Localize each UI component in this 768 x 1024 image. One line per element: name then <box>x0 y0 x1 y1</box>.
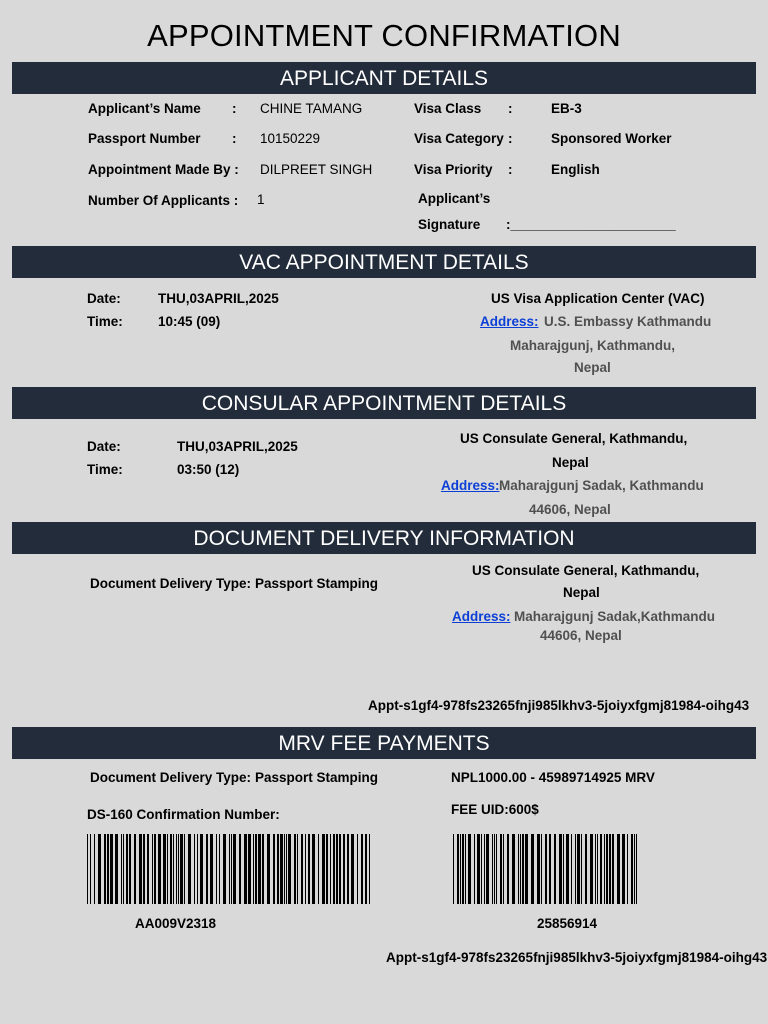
mrv-delivery-type-label: Document Delivery Type: <box>90 770 252 785</box>
vac-section-header: VAC APPOINTMENT DETAILS <box>12 246 756 278</box>
consular-office-line1: US Consulate General, Kathmandu, <box>460 431 688 446</box>
barcode-bar <box>170 834 172 904</box>
barcode-bar <box>305 834 306 904</box>
vac-date-label: Date: <box>87 291 121 306</box>
barcode-bar <box>563 834 564 904</box>
barcode-bar <box>322 834 325 904</box>
barcode-bar <box>595 834 596 904</box>
visa-category-value: Sponsored Worker <box>551 131 672 146</box>
barcode-bar <box>494 834 495 904</box>
delivery-address-line1: Maharajgunj Sadak,Kathmandu <box>514 609 716 624</box>
signature-line: :______________________ <box>506 217 676 232</box>
appointment-made-by-label: Appointment Made By : <box>88 162 239 177</box>
barcode-bar <box>636 834 637 904</box>
vac-address-line1: U.S. Embassy Kathmandu <box>544 314 712 329</box>
barcode-bar <box>90 834 91 904</box>
barcode-bar <box>492 834 493 904</box>
delivery-office-line1: US Consulate General, Kathmandu, <box>472 563 700 578</box>
barcode-bar <box>609 834 611 904</box>
visa-class-label: Visa Class <box>414 101 482 116</box>
visa-priority-value: English <box>551 162 600 177</box>
barcode-bar <box>581 834 582 904</box>
barcode-bar <box>549 834 551 904</box>
barcode-bar <box>512 834 515 904</box>
barcode-bar <box>154 834 156 904</box>
barcode-bar <box>286 834 287 904</box>
delivery-office-line2: Nepal <box>563 585 600 600</box>
barcode-bar <box>233 834 236 904</box>
barcode-bar <box>627 834 628 904</box>
colon: : <box>508 162 513 177</box>
barcode-bar <box>104 834 106 904</box>
delivery-address-line2: 44606, Nepal <box>540 628 622 643</box>
barcode-bar <box>468 834 471 904</box>
barcode-bar <box>134 834 136 904</box>
barcode-bar <box>184 834 185 904</box>
mrv-fee-value: NPL1000.00 - 45989714925 MRV <box>451 770 655 785</box>
vac-time-label: Time: <box>87 314 123 329</box>
consular-address-line1: Maharajgunj Sadak, Kathmandu <box>499 478 704 493</box>
barcode-bar <box>622 834 625 904</box>
barcode-bar <box>216 834 217 904</box>
barcode-bar <box>330 834 331 904</box>
consular-time-value: 03:50 (12) <box>177 462 240 477</box>
barcode-bar <box>507 834 509 904</box>
barcode-bar <box>571 834 572 904</box>
consular-office-line2: Nepal <box>552 455 589 470</box>
barcode-bar <box>590 834 593 904</box>
barcode-bar <box>336 834 338 904</box>
vac-address-line3: Nepal <box>574 360 611 375</box>
colon: : <box>232 101 237 116</box>
barcode-bar <box>258 834 261 904</box>
barcode-bar <box>297 834 298 904</box>
barcode-bar <box>361 834 363 904</box>
consular-address-link[interactable]: Address: <box>441 478 500 493</box>
ds160-barcode-text: AA009V2318 <box>135 916 217 931</box>
barcode-bar <box>457 834 459 904</box>
barcode-bar <box>612 834 614 904</box>
barcode-bar <box>280 834 283 904</box>
barcode-bar <box>158 834 161 904</box>
barcode-bar <box>229 834 230 904</box>
vac-address-link[interactable]: Address: <box>480 314 539 329</box>
barcode-bar <box>180 834 183 904</box>
mrv-fee-uid: FEE UID:600$ <box>451 802 539 817</box>
vac-time-value: 10:45 (09) <box>158 314 221 329</box>
delivery-type-label: Document Delivery Type: <box>90 576 252 591</box>
barcode-bar <box>365 834 367 904</box>
barcode-bar <box>107 834 109 904</box>
barcode-bar <box>339 834 341 904</box>
visa-category-label: Visa Category <box>414 131 504 146</box>
barcode-bar <box>486 834 489 904</box>
barcode-bar <box>474 834 475 904</box>
barcode-bar <box>110 834 113 904</box>
barcode-bar <box>152 834 153 904</box>
barcode-bar <box>500 834 502 904</box>
fee-barcode-text: 25856914 <box>537 916 598 931</box>
barcode-bar <box>460 834 461 904</box>
vac-address-line2: Maharajgunj, Kathmandu, <box>510 338 676 353</box>
barcode-bar <box>604 834 605 904</box>
barcode-bar <box>600 834 602 904</box>
barcode-bar <box>477 834 480 904</box>
barcode-bar <box>347 834 349 904</box>
barcode-bar <box>525 834 528 904</box>
barcode-bar <box>333 834 335 904</box>
barcode-bar <box>453 834 454 904</box>
barcode-bar <box>244 834 247 904</box>
barcode-bar <box>357 834 358 904</box>
barcode-bar <box>267 834 270 904</box>
applicant-section-header: APPLICANT DETAILS <box>12 62 756 94</box>
barcode-bar <box>143 834 145 904</box>
barcode-bar <box>545 834 547 904</box>
barcode-bar <box>173 834 174 904</box>
barcode-bar <box>343 834 345 904</box>
barcode-bar <box>518 834 519 904</box>
passport-number-label: Passport Number <box>88 131 201 146</box>
barcode-bar <box>147 834 149 904</box>
barcode-bar <box>121 834 122 904</box>
barcode-bar <box>139 834 142 904</box>
colon: : <box>508 101 513 116</box>
barcode-bar <box>559 834 562 904</box>
appointment-made-by-value: DILPREET SINGH <box>260 162 373 177</box>
barcode-bar <box>277 834 279 904</box>
consular-address-line2: 44606, Nepal <box>529 502 611 517</box>
colon: : <box>508 131 513 146</box>
barcode-bar <box>248 834 251 904</box>
barcode-bar <box>210 834 213 904</box>
barcode-bar <box>597 834 598 904</box>
delivery-section-header: DOCUMENT DELIVERY INFORMATION <box>12 522 756 554</box>
barcode-bar <box>575 834 576 904</box>
colon: : <box>232 131 237 146</box>
barcode-bar <box>200 834 203 904</box>
barcode-bar <box>188 834 191 904</box>
barcode-bar <box>94 834 95 904</box>
visa-priority-label: Visa Priority <box>414 162 493 177</box>
barcode-bar <box>219 834 220 904</box>
barcode-bar <box>294 834 296 904</box>
number-of-applicants-label: Number Of Applicants : <box>88 193 239 208</box>
barcode-bar <box>496 834 497 904</box>
barcode-bar <box>634 834 635 904</box>
barcode-bar <box>87 834 88 904</box>
barcode-bar <box>606 834 608 904</box>
ds160-label: DS-160 Confirmation Number: <box>87 807 280 822</box>
barcode-bar <box>308 834 310 904</box>
barcode-bar <box>115 834 118 904</box>
barcode-bar <box>255 834 257 904</box>
barcode-bar <box>273 834 275 904</box>
signature-label-line2: Signature <box>418 217 481 232</box>
barcode-bar <box>176 834 177 904</box>
barcode-bar <box>223 834 226 904</box>
number-of-applicants-value: 1 <box>257 192 265 207</box>
barcode-bar <box>167 834 168 904</box>
barcode-bar <box>503 834 504 904</box>
barcode-bar <box>206 834 208 904</box>
barcode-bar <box>369 834 370 904</box>
barcode-bar <box>178 834 179 904</box>
barcode-bar <box>585 834 587 904</box>
barcode-bar <box>522 834 524 904</box>
barcode-bar <box>262 834 264 904</box>
consular-time-label: Time: <box>87 462 123 477</box>
ds160-barcode <box>87 834 371 904</box>
fee-barcode <box>453 834 637 904</box>
barcode-bar <box>284 834 285 904</box>
barcode-bar <box>520 834 521 904</box>
mrv-section-header: MRV FEE PAYMENTS <box>12 727 756 759</box>
mrv-delivery-type-value: Passport Stamping <box>255 770 379 785</box>
consular-section-header: CONSULAR APPOINTMENT DETAILS <box>12 387 756 419</box>
consular-date-label: Date: <box>87 439 121 454</box>
barcode-bar <box>462 834 464 904</box>
barcode-bar <box>231 834 232 904</box>
barcode-bar <box>481 834 482 904</box>
barcode-bar <box>126 834 128 904</box>
visa-class-value: EB-3 <box>551 101 582 116</box>
signature-label: Applicant’s <box>418 191 491 206</box>
vac-center-name: US Visa Application Center (VAC) <box>491 291 705 306</box>
barcode-bar <box>465 834 466 904</box>
barcode-bar <box>326 834 328 904</box>
barcode-bar <box>253 834 254 904</box>
barcode-bar <box>312 834 315 904</box>
barcode-bar <box>577 834 580 904</box>
barcode-bar <box>537 834 540 904</box>
mrv-reference: Appt-s1gf4-978fs23265fnji985lkhv3-5joiyxfgmj81984-oihg43 <box>386 950 768 965</box>
page-title: APPOINTMENT CONFIRMATION <box>147 18 621 53</box>
delivery-reference: Appt-s1gf4-978fs23265fnji985lkhv3-5joiyxfgmj81984-oihg43 <box>368 698 750 713</box>
barcode-bar <box>554 834 556 904</box>
consular-date-value: THU,03APRIL,2025 <box>177 439 298 454</box>
passport-number-value: 10150229 <box>260 131 321 146</box>
applicant-name-value: CHINE TAMANG <box>260 101 363 116</box>
barcode-bar <box>98 834 101 904</box>
delivery-address-link[interactable]: Address: <box>452 609 511 624</box>
barcode-bar <box>566 834 569 904</box>
barcode-bar <box>318 834 319 904</box>
barcode-bar <box>351 834 354 904</box>
barcode-bar <box>531 834 534 904</box>
barcode-bar <box>194 834 195 904</box>
barcode-bar <box>617 834 620 904</box>
barcode-bar <box>288 834 291 904</box>
applicant-name-label: Applicant’s Name <box>88 101 201 116</box>
barcode-bar <box>239 834 241 904</box>
barcode-bar <box>631 834 633 904</box>
barcode-bar <box>129 834 131 904</box>
delivery-type-value: Passport Stamping <box>255 576 379 591</box>
barcode-bar <box>301 834 303 904</box>
barcode-bar <box>541 834 542 904</box>
barcode-bar <box>163 834 166 904</box>
barcode-bar <box>123 834 124 904</box>
barcode-bar <box>197 834 198 904</box>
vac-date-value: THU,03APRIL,2025 <box>158 291 279 306</box>
barcode-bar <box>484 834 485 904</box>
